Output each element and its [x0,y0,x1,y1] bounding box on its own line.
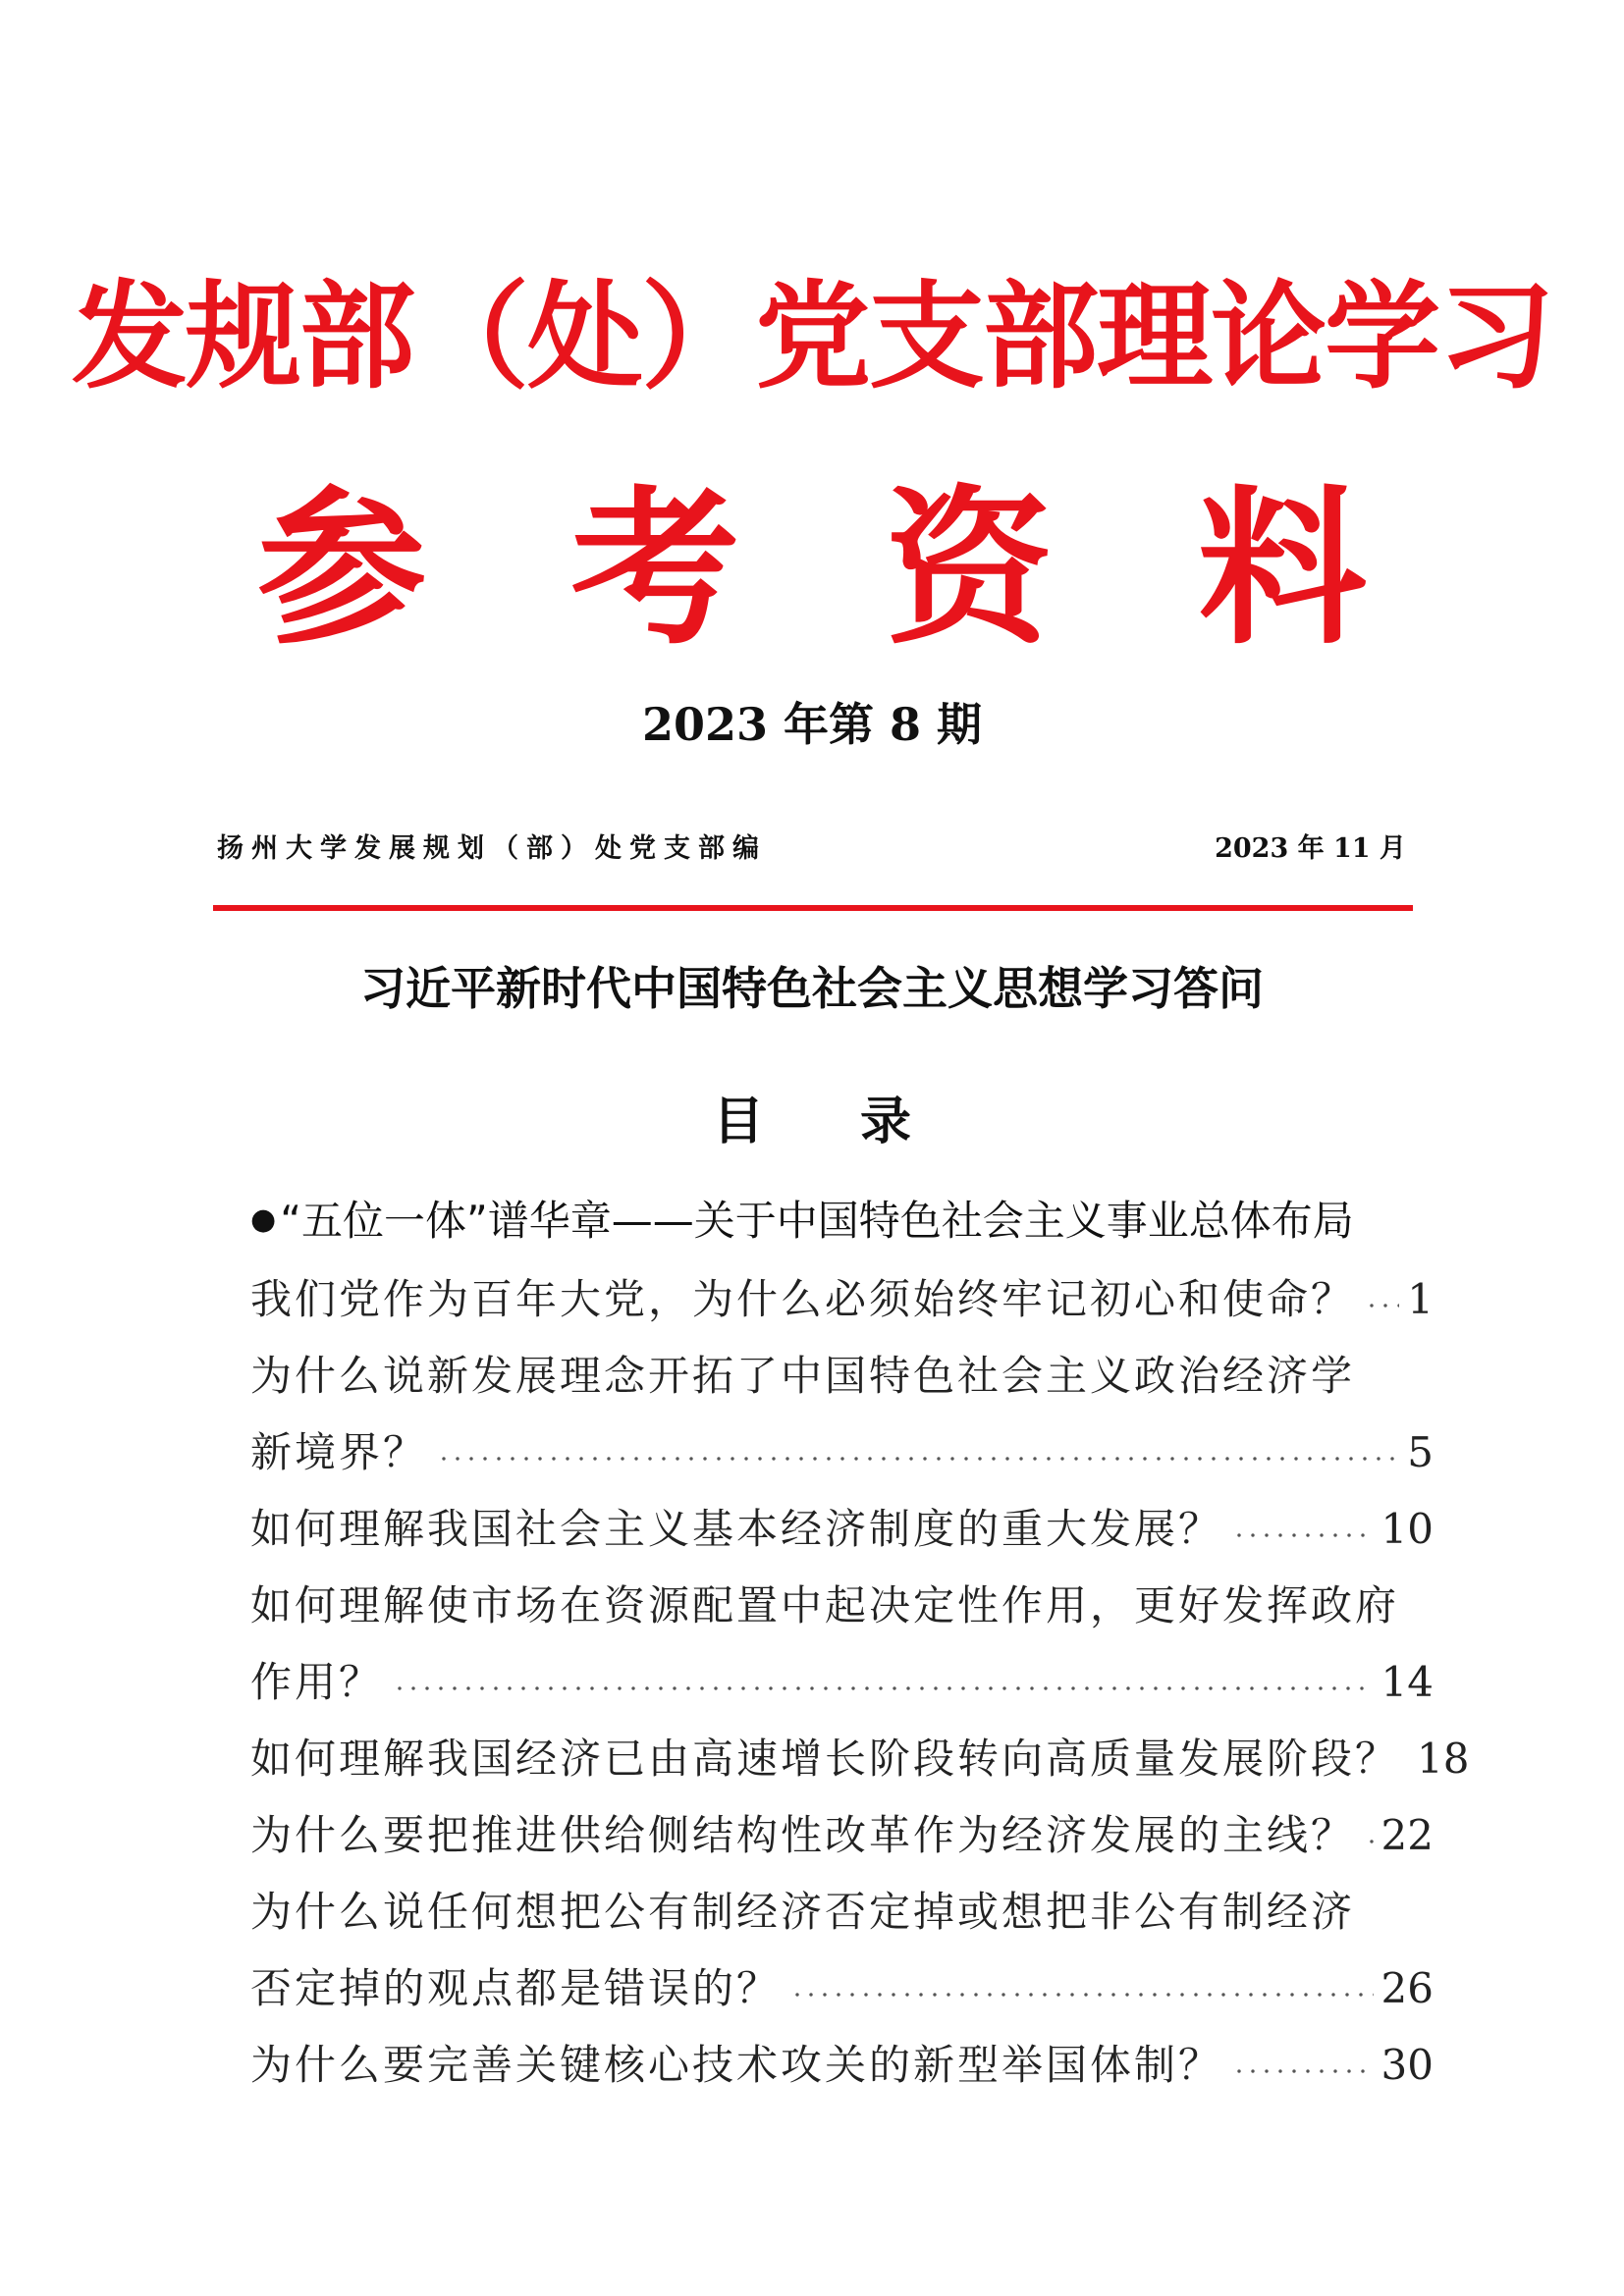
title-char-4: 料 [1197,470,1367,667]
toc-entry[interactable] [250,1261,1434,1338]
toc-section-heading [250,1186,1354,1255]
toc-page-number: 18 [1417,1735,1470,1783]
toc-entry-text: 为什么说新发展理念开拓了中国特色社会主义政治经济学 [250,1352,1356,1400]
toc-entry-text: 为什么要把推进供给侧结构性改革作为经济发展的主线？ [250,1811,1356,1859]
title-char-1: 参 [257,470,426,667]
dot-leader [1232,2069,1374,2073]
toc-page-number: 1 [1407,1275,1434,1323]
toc-page-number: 10 [1380,1505,1434,1553]
toc-page-number: 14 [1380,1658,1434,1706]
toc-page-number: 5 [1407,1428,1434,1476]
reference-material-title [257,466,1367,672]
toc-page-number: 30 [1380,2041,1434,2089]
toc-entry-text: 我们党作为百年大党，为什么必须始终牢记初心和使命？ [250,1275,1356,1323]
toc-entry-text: 新境界？ [250,1428,428,1476]
toc-page-number: 26 [1380,1964,1434,2012]
title-char-3: 资 [884,470,1054,667]
toc-entry-text: 为什么要完善关键核心技术攻关的新型举国体制？ [250,2041,1223,2089]
dot-leader [393,1686,1374,1690]
title-char-2: 考 [570,470,740,667]
toc-entry[interactable] [250,1874,1434,1950]
toc-heading: 目 录 [712,1092,951,1151]
red-divider-rule [213,905,1413,911]
document-main-title: 发规部（处）党支部理论学习 [71,269,1552,404]
toc-entry[interactable] [250,1568,1434,1644]
bullet-icon: ● [250,1202,277,1237]
toc-entry[interactable] [250,2027,1434,2104]
toc-entry-text: 为什么说任何想把公有制经济否定掉或想把非公有制经济 [250,1888,1356,1936]
toc-entry-text: 如何理解我国社会主义基本经济制度的重大发展？ [250,1505,1223,1553]
toc-entry-text: 作用？ [250,1658,384,1706]
toc-entry[interactable] [250,1338,1434,1415]
toc-entry[interactable] [250,1721,1470,1797]
toc-entry-text: 如何理解使市场在资源配置中起决定性作用，更好发挥政府 [250,1581,1400,1629]
toc-entry[interactable] [250,1644,1434,1721]
toc-entry[interactable] [250,1950,1434,2027]
dot-leader [1365,1304,1399,1308]
series-title: 习近平新时代中国特色社会主义思想学习答问 [360,962,1264,1015]
dot-leader [790,1993,1374,1997]
toc-entry-text: 如何理解我国经济已由高速增长阶段转向高质量发展阶段？ [250,1735,1400,1783]
editor-line: 扬州大学发展规划（部）处党支部编 [217,833,767,864]
issue-number: 2023 年第 8 期 [641,698,983,751]
dot-leader [437,1457,1399,1461]
dot-leader [1232,1533,1374,1537]
toc-entry[interactable] [250,1797,1434,1874]
dot-leader [1365,1840,1374,1843]
toc-entry[interactable] [250,1415,1434,1491]
table-of-contents [250,1261,1470,2104]
toc-entry-text: 否定掉的观点都是错误的？ [250,1964,782,2012]
publication-date: 2023 年 11 月 [1215,833,1406,864]
toc-page-number: 22 [1380,1811,1434,1859]
toc-entry[interactable] [250,1491,1434,1568]
toc-section-title: “五位一体”谱华章——关于中国特色社会主义事业总体布局 [280,1197,1354,1245]
